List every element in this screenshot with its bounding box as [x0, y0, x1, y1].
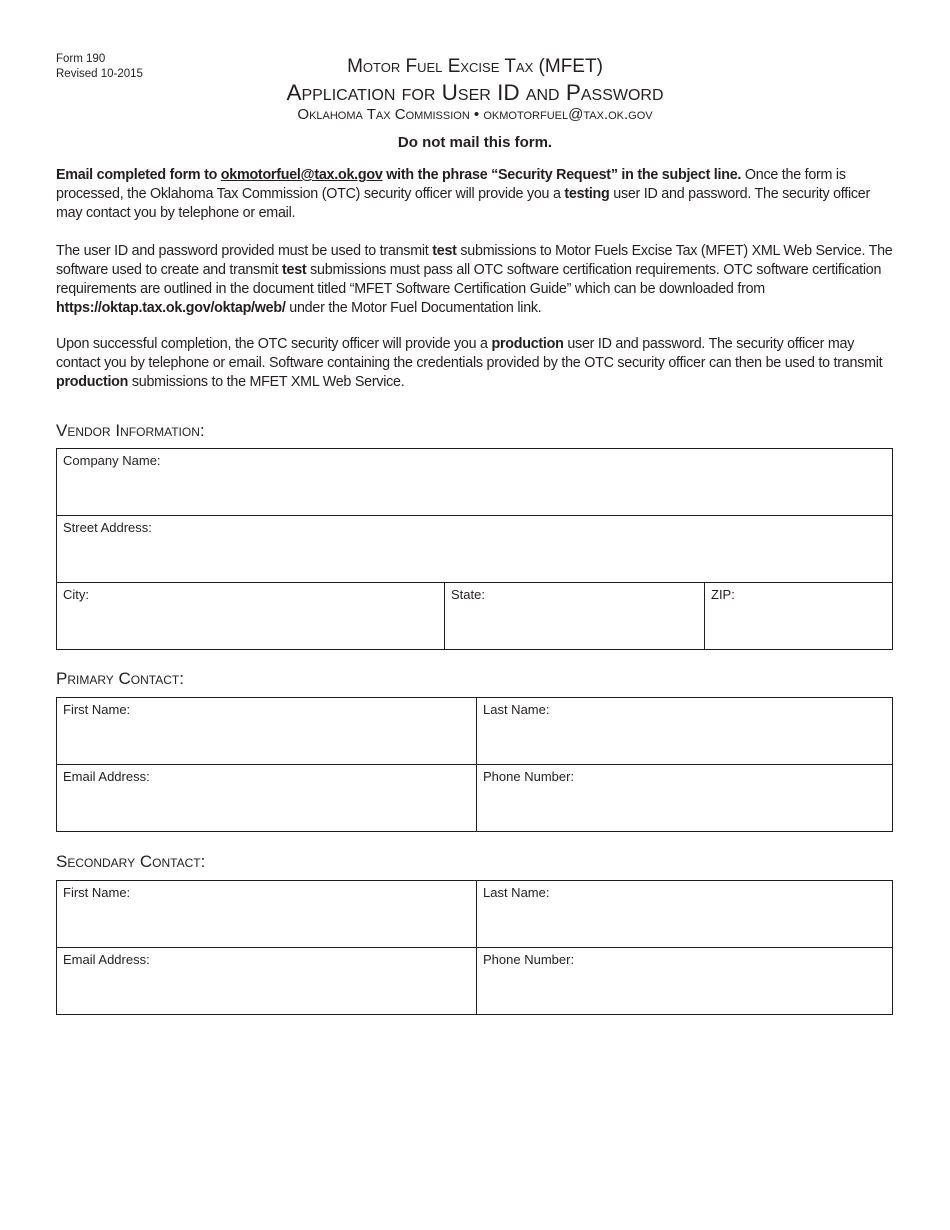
email-link[interactable]: okmotorfuel@tax.ok.gov — [220, 167, 383, 183]
primary-first-name-label: First Name: — [63, 702, 131, 717]
primary-phone-input[interactable] — [483, 793, 886, 825]
paragraph-text: Once the form is processed, the Oklahoma Tax Commission (OTC) security officer will provide you a — [56, 167, 846, 202]
vendor-heading: Vendor Information: — [56, 421, 205, 440]
agency-line: Oklahoma Tax Commission • okmotorfuel@tax.ok.gov — [297, 106, 653, 123]
paragraph-text: test — [281, 262, 307, 278]
secondary-phone-cell — [476, 948, 892, 1014]
secondary-last-name-label: Last Name: — [483, 885, 550, 900]
paragraph-text: with the phrase “Security Request” in the subject line. — [382, 167, 742, 183]
secondary-phone-input[interactable] — [483, 976, 886, 1008]
paragraph-text: user ID and password. The security officer may contact you by telephone or email. — [56, 186, 871, 221]
instructions-paragraph-1 — [56, 166, 896, 223]
state-input[interactable] — [451, 611, 698, 643]
secondary-email-label: Email Address: — [63, 952, 150, 967]
form-title: Motor Fuel Excise Tax (MFET) — [347, 56, 603, 77]
zip-input[interactable] — [711, 611, 886, 643]
paragraph-text: test — [432, 243, 457, 259]
primary-email-cell — [57, 765, 476, 831]
street-address-label: Street Address: — [63, 520, 152, 535]
mail-notice: Do not mail this form. — [397, 134, 553, 151]
paragraph-text: under the Motor Fuel Documentation link. — [285, 300, 542, 316]
secondary-first-name-label: First Name: — [63, 885, 131, 900]
street-address-cell — [57, 516, 892, 582]
paragraph-text: production — [491, 336, 564, 352]
primary-phone-cell — [476, 765, 892, 831]
form-number: Form 190 — [56, 53, 106, 65]
primary-email-input[interactable] — [63, 793, 470, 825]
secondary-contact-heading: Secondary Contact: — [56, 852, 206, 871]
instructions-paragraph-2 — [56, 242, 896, 318]
secondary-email-cell — [57, 948, 476, 1014]
street-address-input[interactable] — [63, 544, 886, 576]
state-cell — [444, 583, 704, 649]
paragraph-text: submissions to Motor Fuels Excise Tax (MFET) XML Web Service. The software used to create and transmit — [56, 243, 893, 278]
primary-first-name-input[interactable] — [63, 726, 470, 758]
company-name-label: Company Name: — [63, 453, 161, 468]
secondary-contact-table — [56, 880, 893, 1015]
company-name-cell — [57, 449, 892, 515]
primary-last-name-label: Last Name: — [483, 702, 550, 717]
primary-last-name-input[interactable] — [483, 726, 886, 758]
revision-date: Revised 10-2015 — [56, 68, 143, 80]
city-label: City: — [63, 587, 89, 602]
primary-contact-table — [56, 697, 893, 832]
zip-cell — [704, 583, 892, 649]
paragraph-text: testing — [564, 186, 610, 202]
secondary-email-input[interactable] — [63, 976, 470, 1008]
primary-phone-label: Phone Number: — [483, 769, 575, 784]
secondary-first-name-input[interactable] — [63, 909, 470, 941]
paragraph-text: production — [56, 374, 129, 390]
paragraph-text: user ID and password. The security officer may contact you by telephone or email. Software containing the credentials provided by the OTC security officer can then be used to transmit — [56, 336, 883, 371]
paragraph-text: Email completed form to — [56, 167, 221, 183]
paragraph-text: https://oktap.tax.ok.gov/oktap/web/ — [56, 300, 286, 316]
primary-last-name-cell — [476, 698, 892, 764]
vendor-table — [56, 448, 893, 650]
secondary-first-name-cell — [57, 881, 476, 947]
secondary-last-name-input[interactable] — [483, 909, 886, 941]
paragraph-text: submissions to the MFET XML Web Service. — [128, 374, 405, 390]
paragraph-text: submissions must pass all OTC software certification requirements. OTC software certification requirements are outlined in the document titled “MFET Software Certification Guide” which can be downloaded from — [56, 262, 882, 297]
primary-first-name-cell — [57, 698, 476, 764]
secondary-phone-label: Phone Number: — [483, 952, 575, 967]
company-name-input[interactable] — [63, 477, 886, 509]
state-label: State: — [451, 587, 485, 602]
secondary-last-name-cell — [476, 881, 892, 947]
form-subtitle: Application for User ID and Password — [286, 80, 664, 105]
city-input[interactable] — [63, 611, 438, 643]
primary-contact-heading: Primary Contact: — [56, 669, 184, 688]
instructions-paragraph-3 — [56, 335, 896, 392]
city-cell — [57, 583, 444, 649]
zip-label: ZIP: — [711, 587, 735, 602]
primary-email-label: Email Address: — [63, 769, 150, 784]
paragraph-text: Upon successful completion, the OTC security officer will provide you a — [56, 336, 492, 352]
paragraph-text: The user ID and password provided must be used to transmit — [56, 243, 433, 259]
